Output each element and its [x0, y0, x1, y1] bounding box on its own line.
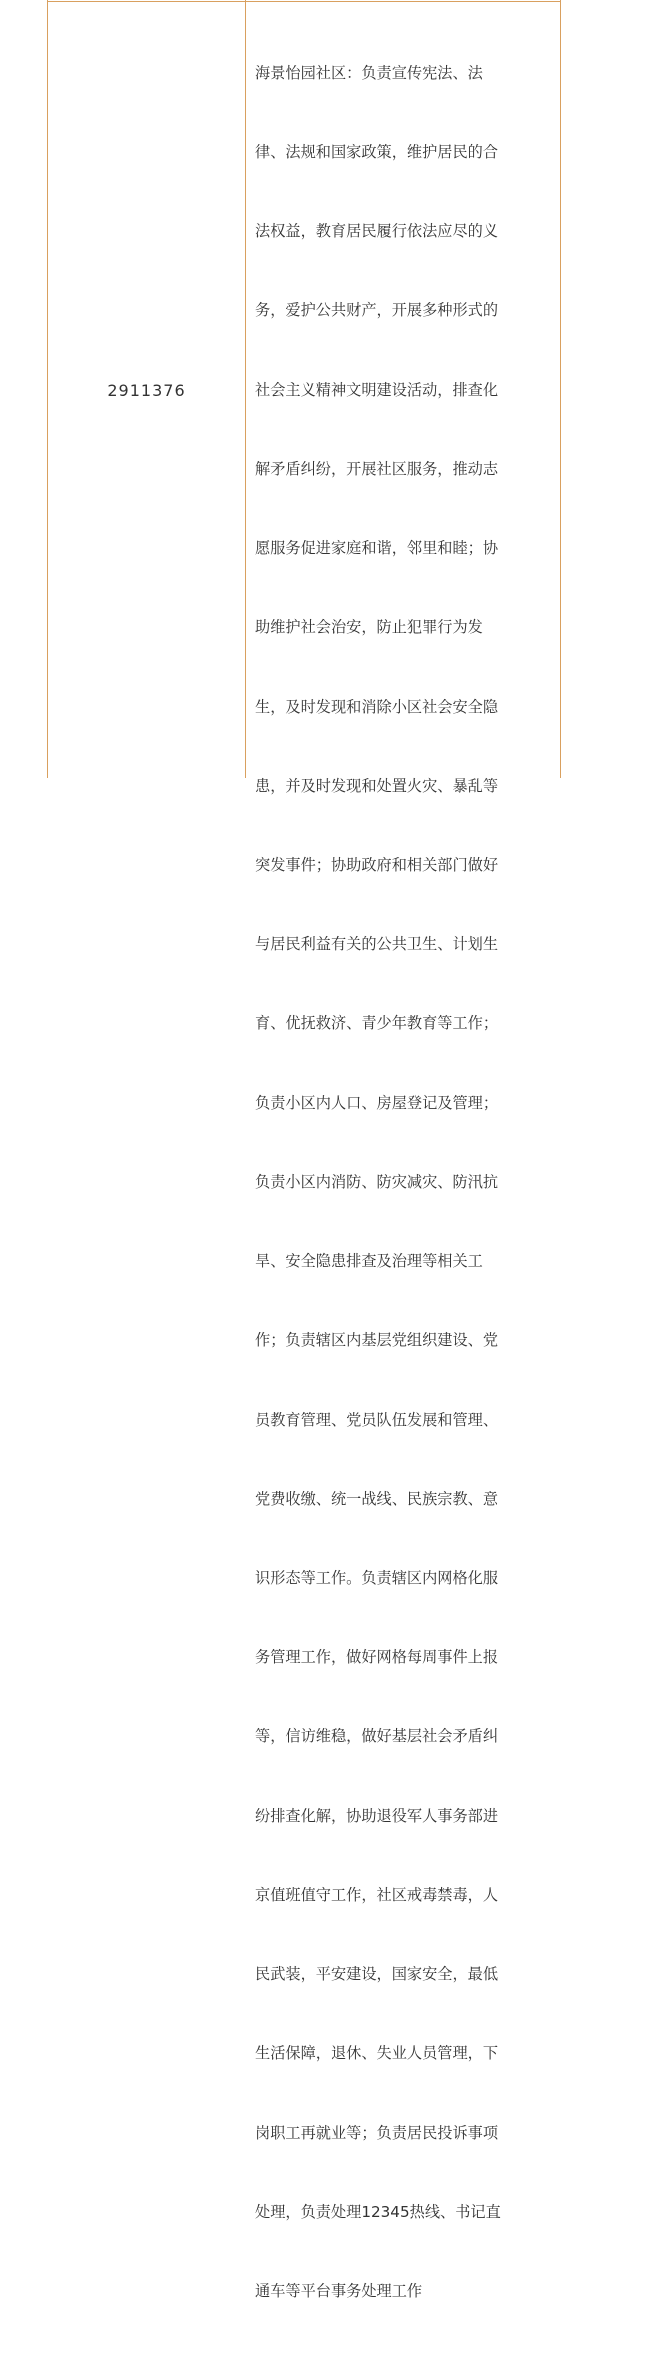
table-border-middle: [245, 0, 246, 778]
description-line: 务管理工作，做好网格每周事件上报: [255, 1648, 498, 1667]
table-border-right: [560, 0, 561, 778]
description-line: 海景怡园社区：负责宣传宪法、法: [255, 63, 483, 82]
description-line: 纷排查化解，协助退役军人事务部进: [255, 1806, 498, 1825]
description-line: 社会主义精神文明建设活动，排查化: [255, 380, 498, 399]
description-line: 民武装，平安建设，国家安全，最低: [255, 1965, 498, 1984]
description-line: 与居民利益有关的公共卫生、计划生: [255, 935, 498, 954]
phone-number-cell: [48, 2, 245, 778]
description-line: 律、法规和国家政策，维护居民的合: [255, 143, 498, 162]
description-line: 党费收缴、统一战线、民族宗教、意: [255, 1489, 498, 1508]
description-line: 等，信访维稳，做好基层社会矛盾纠: [255, 1727, 498, 1746]
duty-description-cell: [255, 7, 551, 2357]
description-line: 旱、安全隐患排查及治理等相关工: [255, 1252, 483, 1271]
description-line: 岗职工再就业等；负责居民投诉事项: [255, 2123, 498, 2142]
description-line: 作；负责辖区内基层党组织建设、党: [255, 1331, 498, 1350]
description-line: 负责小区内人口、房屋登记及管理；: [255, 1093, 498, 1112]
description-line: 助维护社会治安，防止犯罪行为发: [255, 618, 483, 637]
description-line: 育、优抚救济、青少年教育等工作；: [255, 1014, 498, 1033]
phone-number: 2911376: [107, 380, 186, 400]
description-line: 解矛盾纠纷，开展社区服务，推动志: [255, 459, 498, 478]
description-line: 通车等平台事务处理工作: [255, 2281, 423, 2300]
description-line: 务，爱护公共财产，开展多种形式的: [255, 301, 498, 320]
description-line: 识形态等工作。负责辖区内网格化服: [255, 1568, 498, 1587]
description-line: 法权益，教育居民履行依法应尽的义: [255, 222, 498, 241]
description-line: 负责小区内消防、防灾减灾、防汛抗: [255, 1172, 498, 1191]
description-line: 生活保障，退休、失业人员管理，下: [255, 2044, 498, 2063]
description-line: 愿服务促进家庭和谐，邻里和睦；协: [255, 539, 498, 558]
description-line: 处理，负责处理12345热线、书记直: [255, 2202, 501, 2221]
description-line: 患，并及时发现和处置火灾、暴乱等: [255, 776, 498, 795]
description-line: 生，及时发现和消除小区社会安全隐: [255, 697, 498, 716]
description-line: 员教育管理、党员队伍发展和管理、: [255, 1410, 498, 1429]
description-line: 突发事件；协助政府和相关部门做好: [255, 856, 498, 874]
description-line: 京值班值守工作，社区戒毒禁毒，人: [255, 1885, 498, 1904]
